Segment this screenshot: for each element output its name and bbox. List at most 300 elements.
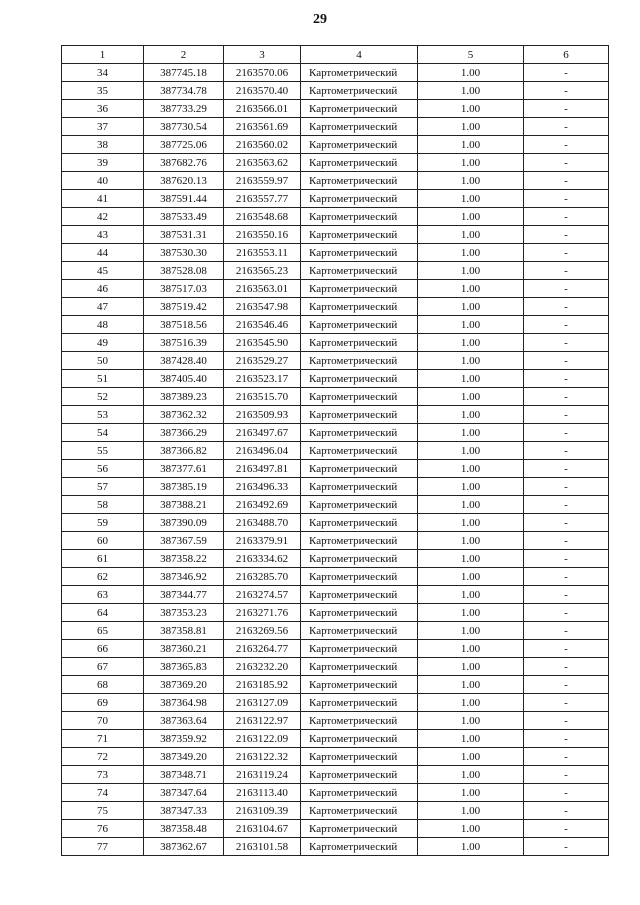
table-row — [62, 640, 609, 658]
accuracy-cell: 1.00 — [418, 316, 524, 334]
x-coordinate-cell: 387347.64 — [144, 784, 224, 802]
y-coordinate-cell: 2163101.58 — [224, 838, 301, 856]
table-body — [62, 64, 609, 856]
point-number-cell: 64 — [62, 604, 144, 622]
table-row — [62, 226, 609, 244]
point-number-cell: 45 — [62, 262, 144, 280]
x-coordinate-cell: 387682.76 — [144, 154, 224, 172]
x-coordinate-cell: 387365.83 — [144, 658, 224, 676]
note-cell: - — [524, 442, 609, 460]
method-cell: Картометрический — [301, 136, 418, 154]
method-cell: Картометрический — [301, 478, 418, 496]
accuracy-cell: 1.00 — [418, 802, 524, 820]
y-coordinate-cell: 2163561.69 — [224, 118, 301, 136]
note-cell: - — [524, 100, 609, 118]
table-row — [62, 424, 609, 442]
y-coordinate-cell: 2163122.32 — [224, 748, 301, 766]
x-coordinate-cell: 387730.54 — [144, 118, 224, 136]
accuracy-cell: 1.00 — [418, 442, 524, 460]
method-cell: Картометрический — [301, 424, 418, 442]
y-coordinate-cell: 2163565.23 — [224, 262, 301, 280]
method-cell: Картометрический — [301, 676, 418, 694]
point-number-cell: 54 — [62, 424, 144, 442]
table-header — [62, 46, 609, 64]
accuracy-cell: 1.00 — [418, 118, 524, 136]
accuracy-cell: 1.00 — [418, 694, 524, 712]
y-coordinate-cell: 2163113.40 — [224, 784, 301, 802]
method-cell: Картометрический — [301, 262, 418, 280]
y-coordinate-cell: 2163515.70 — [224, 388, 301, 406]
note-cell: - — [524, 658, 609, 676]
table-row — [62, 604, 609, 622]
accuracy-cell: 1.00 — [418, 334, 524, 352]
method-cell: Картометрический — [301, 496, 418, 514]
point-number-cell: 42 — [62, 208, 144, 226]
accuracy-cell: 1.00 — [418, 604, 524, 622]
x-coordinate-cell: 387389.23 — [144, 388, 224, 406]
y-coordinate-cell: 2163529.27 — [224, 352, 301, 370]
note-cell: - — [524, 640, 609, 658]
note-cell: - — [524, 802, 609, 820]
point-number-cell: 61 — [62, 550, 144, 568]
table-row — [62, 190, 609, 208]
table-row — [62, 370, 609, 388]
accuracy-cell: 1.00 — [418, 496, 524, 514]
table-row — [62, 622, 609, 640]
point-number-cell: 46 — [62, 280, 144, 298]
note-cell: - — [524, 226, 609, 244]
method-cell: Картометрический — [301, 316, 418, 334]
note-cell: - — [524, 730, 609, 748]
x-coordinate-cell: 387344.77 — [144, 586, 224, 604]
point-number-cell: 67 — [62, 658, 144, 676]
point-number-cell: 77 — [62, 838, 144, 856]
accuracy-cell: 1.00 — [418, 640, 524, 658]
point-number-cell: 57 — [62, 478, 144, 496]
method-cell: Картометрический — [301, 568, 418, 586]
table-row — [62, 280, 609, 298]
note-cell: - — [524, 622, 609, 640]
point-number-cell: 66 — [62, 640, 144, 658]
method-cell: Картометрический — [301, 730, 418, 748]
y-coordinate-cell: 2163122.97 — [224, 712, 301, 730]
table-row — [62, 442, 609, 460]
accuracy-cell: 1.00 — [418, 406, 524, 424]
point-number-cell: 49 — [62, 334, 144, 352]
point-number-cell: 58 — [62, 496, 144, 514]
x-coordinate-cell: 387519.42 — [144, 298, 224, 316]
table-row — [62, 838, 609, 856]
point-number-cell: 72 — [62, 748, 144, 766]
y-coordinate-cell: 2163104.67 — [224, 820, 301, 838]
x-coordinate-cell: 387528.08 — [144, 262, 224, 280]
point-number-cell: 55 — [62, 442, 144, 460]
table-row — [62, 154, 609, 172]
accuracy-cell: 1.00 — [418, 244, 524, 262]
point-number-cell: 62 — [62, 568, 144, 586]
point-number-cell: 69 — [62, 694, 144, 712]
table-row — [62, 514, 609, 532]
x-coordinate-cell: 387359.92 — [144, 730, 224, 748]
x-coordinate-cell: 387364.98 — [144, 694, 224, 712]
method-cell: Картометрический — [301, 280, 418, 298]
point-number-cell: 60 — [62, 532, 144, 550]
point-number-cell: 75 — [62, 802, 144, 820]
y-coordinate-cell: 2163570.06 — [224, 64, 301, 82]
note-cell: - — [524, 460, 609, 478]
y-coordinate-cell: 2163127.09 — [224, 694, 301, 712]
note-cell: - — [524, 280, 609, 298]
table-row — [62, 766, 609, 784]
x-coordinate-cell: 387367.59 — [144, 532, 224, 550]
method-cell: Картометрический — [301, 460, 418, 478]
x-coordinate-cell: 387518.56 — [144, 316, 224, 334]
accuracy-cell: 1.00 — [418, 208, 524, 226]
table-row — [62, 784, 609, 802]
y-coordinate-cell: 2163274.57 — [224, 586, 301, 604]
y-coordinate-cell: 2163269.56 — [224, 622, 301, 640]
accuracy-cell: 1.00 — [418, 100, 524, 118]
point-number-cell: 34 — [62, 64, 144, 82]
point-number-cell: 68 — [62, 676, 144, 694]
x-coordinate-cell: 387530.30 — [144, 244, 224, 262]
accuracy-cell: 1.00 — [418, 352, 524, 370]
table-row — [62, 352, 609, 370]
accuracy-cell: 1.00 — [418, 838, 524, 856]
y-coordinate-cell: 2163570.40 — [224, 82, 301, 100]
x-coordinate-cell: 387377.61 — [144, 460, 224, 478]
method-cell: Картометрический — [301, 532, 418, 550]
point-number-cell: 36 — [62, 100, 144, 118]
table-row — [62, 550, 609, 568]
y-coordinate-cell: 2163548.68 — [224, 208, 301, 226]
x-coordinate-cell: 387347.33 — [144, 802, 224, 820]
point-number-cell: 41 — [62, 190, 144, 208]
method-cell: Картометрический — [301, 550, 418, 568]
y-coordinate-cell: 2163557.77 — [224, 190, 301, 208]
accuracy-cell: 1.00 — [418, 532, 524, 550]
x-coordinate-cell: 387745.18 — [144, 64, 224, 82]
column-header-3: 3 — [224, 46, 301, 64]
method-cell: Картометрический — [301, 514, 418, 532]
note-cell: - — [524, 748, 609, 766]
accuracy-cell: 1.00 — [418, 226, 524, 244]
point-number-cell: 65 — [62, 622, 144, 640]
accuracy-cell: 1.00 — [418, 136, 524, 154]
table-header-row — [62, 46, 609, 64]
method-cell: Картометрический — [301, 334, 418, 352]
y-coordinate-cell: 2163545.90 — [224, 334, 301, 352]
method-cell: Картометрический — [301, 244, 418, 262]
y-coordinate-cell: 2163496.33 — [224, 478, 301, 496]
method-cell: Картометрический — [301, 82, 418, 100]
point-number-cell: 43 — [62, 226, 144, 244]
y-coordinate-cell: 2163509.93 — [224, 406, 301, 424]
method-cell: Картометрический — [301, 748, 418, 766]
note-cell: - — [524, 388, 609, 406]
point-number-cell: 52 — [62, 388, 144, 406]
note-cell: - — [524, 532, 609, 550]
method-cell: Картометрический — [301, 694, 418, 712]
table-row — [62, 676, 609, 694]
column-header-1: 1 — [62, 46, 144, 64]
accuracy-cell: 1.00 — [418, 190, 524, 208]
point-number-cell: 50 — [62, 352, 144, 370]
y-coordinate-cell: 2163379.91 — [224, 532, 301, 550]
column-header-6: 6 — [524, 46, 609, 64]
accuracy-cell: 1.00 — [418, 424, 524, 442]
x-coordinate-cell: 387733.29 — [144, 100, 224, 118]
note-cell: - — [524, 316, 609, 334]
point-number-cell: 37 — [62, 118, 144, 136]
accuracy-cell: 1.00 — [418, 676, 524, 694]
method-cell: Картометрический — [301, 658, 418, 676]
x-coordinate-cell: 387362.67 — [144, 838, 224, 856]
method-cell: Картометрический — [301, 190, 418, 208]
point-number-cell: 48 — [62, 316, 144, 334]
point-number-cell: 53 — [62, 406, 144, 424]
y-coordinate-cell: 2163547.98 — [224, 298, 301, 316]
table-row — [62, 658, 609, 676]
method-cell: Картометрический — [301, 100, 418, 118]
x-coordinate-cell: 387369.20 — [144, 676, 224, 694]
table-row — [62, 262, 609, 280]
y-coordinate-cell: 2163566.01 — [224, 100, 301, 118]
x-coordinate-cell: 387531.31 — [144, 226, 224, 244]
method-cell: Картометрический — [301, 118, 418, 136]
table-row — [62, 208, 609, 226]
accuracy-cell: 1.00 — [418, 586, 524, 604]
table-row — [62, 730, 609, 748]
accuracy-cell: 1.00 — [418, 370, 524, 388]
table-row — [62, 460, 609, 478]
accuracy-cell: 1.00 — [418, 766, 524, 784]
x-coordinate-cell: 387390.09 — [144, 514, 224, 532]
point-number-cell: 70 — [62, 712, 144, 730]
method-cell: Картометрический — [301, 406, 418, 424]
x-coordinate-cell: 387516.39 — [144, 334, 224, 352]
method-cell: Картометрический — [301, 172, 418, 190]
table-row — [62, 64, 609, 82]
point-number-cell: 47 — [62, 298, 144, 316]
method-cell: Картометрический — [301, 154, 418, 172]
table-row — [62, 82, 609, 100]
x-coordinate-cell: 387388.21 — [144, 496, 224, 514]
point-number-cell: 63 — [62, 586, 144, 604]
note-cell: - — [524, 298, 609, 316]
note-cell: - — [524, 514, 609, 532]
accuracy-cell: 1.00 — [418, 298, 524, 316]
table-row — [62, 298, 609, 316]
table-row — [62, 532, 609, 550]
point-number-cell: 40 — [62, 172, 144, 190]
table-row — [62, 802, 609, 820]
method-cell: Картометрический — [301, 298, 418, 316]
x-coordinate-cell: 387366.82 — [144, 442, 224, 460]
note-cell: - — [524, 766, 609, 784]
note-cell: - — [524, 208, 609, 226]
accuracy-cell: 1.00 — [418, 64, 524, 82]
x-coordinate-cell: 387358.48 — [144, 820, 224, 838]
y-coordinate-cell: 2163497.67 — [224, 424, 301, 442]
point-number-cell: 76 — [62, 820, 144, 838]
accuracy-cell: 1.00 — [418, 820, 524, 838]
table-row — [62, 172, 609, 190]
note-cell: - — [524, 82, 609, 100]
note-cell: - — [524, 244, 609, 262]
note-cell: - — [524, 334, 609, 352]
note-cell: - — [524, 478, 609, 496]
y-coordinate-cell: 2163232.20 — [224, 658, 301, 676]
x-coordinate-cell: 387517.03 — [144, 280, 224, 298]
accuracy-cell: 1.00 — [418, 514, 524, 532]
y-coordinate-cell: 2163559.97 — [224, 172, 301, 190]
x-coordinate-cell: 387366.29 — [144, 424, 224, 442]
accuracy-cell: 1.00 — [418, 748, 524, 766]
y-coordinate-cell: 2163546.46 — [224, 316, 301, 334]
accuracy-cell: 1.00 — [418, 280, 524, 298]
table-row — [62, 496, 609, 514]
y-coordinate-cell: 2163560.02 — [224, 136, 301, 154]
point-number-cell: 39 — [62, 154, 144, 172]
method-cell: Картометрический — [301, 442, 418, 460]
y-coordinate-cell: 2163264.77 — [224, 640, 301, 658]
y-coordinate-cell: 2163523.17 — [224, 370, 301, 388]
point-number-cell: 56 — [62, 460, 144, 478]
note-cell: - — [524, 262, 609, 280]
note-cell: - — [524, 64, 609, 82]
table-row — [62, 316, 609, 334]
point-number-cell: 51 — [62, 370, 144, 388]
table-row — [62, 244, 609, 262]
method-cell: Картометрический — [301, 370, 418, 388]
page-number: 29 — [313, 12, 327, 27]
table-row — [62, 100, 609, 118]
x-coordinate-cell: 387428.40 — [144, 352, 224, 370]
point-number-cell: 59 — [62, 514, 144, 532]
note-cell: - — [524, 604, 609, 622]
method-cell: Картометрический — [301, 352, 418, 370]
y-coordinate-cell: 2163496.04 — [224, 442, 301, 460]
table-row — [62, 586, 609, 604]
point-number-cell: 73 — [62, 766, 144, 784]
x-coordinate-cell: 387348.71 — [144, 766, 224, 784]
table-row — [62, 712, 609, 730]
point-number-cell: 71 — [62, 730, 144, 748]
method-cell: Картометрический — [301, 604, 418, 622]
note-cell: - — [524, 424, 609, 442]
note-cell: - — [524, 154, 609, 172]
table-row — [62, 136, 609, 154]
method-cell: Картометрический — [301, 766, 418, 784]
x-coordinate-cell: 387385.19 — [144, 478, 224, 496]
x-coordinate-cell: 387363.64 — [144, 712, 224, 730]
note-cell: - — [524, 370, 609, 388]
note-cell: - — [524, 352, 609, 370]
table-row — [62, 388, 609, 406]
y-coordinate-cell: 2163122.09 — [224, 730, 301, 748]
x-coordinate-cell: 387533.49 — [144, 208, 224, 226]
note-cell: - — [524, 838, 609, 856]
method-cell: Картометрический — [301, 784, 418, 802]
method-cell: Картометрический — [301, 226, 418, 244]
note-cell: - — [524, 694, 609, 712]
x-coordinate-cell: 387346.92 — [144, 568, 224, 586]
accuracy-cell: 1.00 — [418, 388, 524, 406]
accuracy-cell: 1.00 — [418, 460, 524, 478]
method-cell: Картометрический — [301, 820, 418, 838]
accuracy-cell: 1.00 — [418, 478, 524, 496]
y-coordinate-cell: 2163563.01 — [224, 280, 301, 298]
accuracy-cell: 1.00 — [418, 154, 524, 172]
note-cell: - — [524, 118, 609, 136]
method-cell: Картометрический — [301, 622, 418, 640]
column-header-5: 5 — [418, 46, 524, 64]
y-coordinate-cell: 2163492.69 — [224, 496, 301, 514]
method-cell: Картометрический — [301, 802, 418, 820]
accuracy-cell: 1.00 — [418, 550, 524, 568]
note-cell: - — [524, 190, 609, 208]
accuracy-cell: 1.00 — [418, 730, 524, 748]
y-coordinate-cell: 2163119.24 — [224, 766, 301, 784]
y-coordinate-cell: 2163334.62 — [224, 550, 301, 568]
accuracy-cell: 1.00 — [418, 262, 524, 280]
x-coordinate-cell: 387405.40 — [144, 370, 224, 388]
accuracy-cell: 1.00 — [418, 82, 524, 100]
x-coordinate-cell: 387734.78 — [144, 82, 224, 100]
table-row — [62, 118, 609, 136]
table-row — [62, 748, 609, 766]
note-cell: - — [524, 496, 609, 514]
x-coordinate-cell: 387362.32 — [144, 406, 224, 424]
note-cell: - — [524, 784, 609, 802]
column-header-4: 4 — [301, 46, 418, 64]
accuracy-cell: 1.00 — [418, 568, 524, 586]
note-cell: - — [524, 586, 609, 604]
method-cell: Картометрический — [301, 640, 418, 658]
method-cell: Картометрический — [301, 838, 418, 856]
note-cell: - — [524, 568, 609, 586]
x-coordinate-cell: 387620.13 — [144, 172, 224, 190]
y-coordinate-cell: 2163185.92 — [224, 676, 301, 694]
point-number-cell: 35 — [62, 82, 144, 100]
method-cell: Картометрический — [301, 388, 418, 406]
table-row — [62, 406, 609, 424]
x-coordinate-cell: 387358.22 — [144, 550, 224, 568]
note-cell: - — [524, 172, 609, 190]
table-row — [62, 820, 609, 838]
note-cell: - — [524, 406, 609, 424]
accuracy-cell: 1.00 — [418, 712, 524, 730]
point-number-cell: 38 — [62, 136, 144, 154]
table-row — [62, 334, 609, 352]
x-coordinate-cell: 387358.81 — [144, 622, 224, 640]
note-cell: - — [524, 676, 609, 694]
table-row — [62, 568, 609, 586]
x-coordinate-cell: 387360.21 — [144, 640, 224, 658]
method-cell: Картометрический — [301, 208, 418, 226]
x-coordinate-cell: 387353.23 — [144, 604, 224, 622]
x-coordinate-cell: 387725.06 — [144, 136, 224, 154]
accuracy-cell: 1.00 — [418, 658, 524, 676]
x-coordinate-cell: 387349.20 — [144, 748, 224, 766]
method-cell: Картометрический — [301, 64, 418, 82]
table-row — [62, 694, 609, 712]
note-cell: - — [524, 712, 609, 730]
y-coordinate-cell: 2163550.16 — [224, 226, 301, 244]
column-header-2: 2 — [144, 46, 224, 64]
note-cell: - — [524, 550, 609, 568]
